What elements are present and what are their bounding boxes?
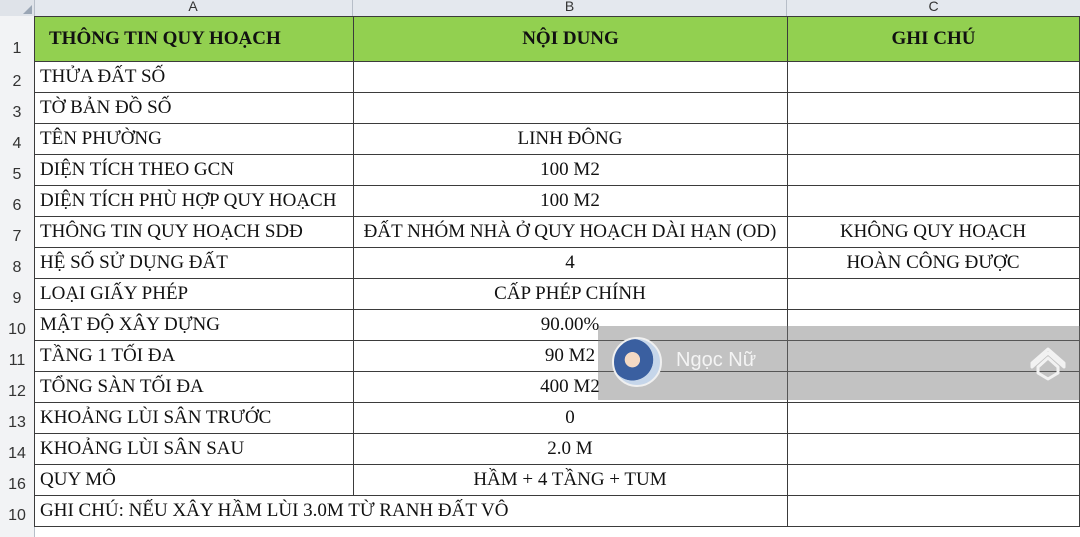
- cell-label[interactable]: TỜ BẢN ĐỒ SỐ: [34, 93, 354, 124]
- cell-value[interactable]: ĐẤT NHÓM NHÀ Ở QUY HOẠCH DÀI HẠN (OD): [353, 217, 788, 248]
- cell-label[interactable]: KHOẢNG LÙI SÂN SAU: [34, 434, 354, 465]
- watermark-name: Ngọc Nữ: [676, 349, 757, 371]
- cell-note[interactable]: [787, 155, 1080, 186]
- cell-value[interactable]: 100 M2: [353, 155, 788, 186]
- row-header-column: [0, 16, 35, 537]
- column-header-bar: [0, 0, 1080, 17]
- row-number[interactable]: 13: [8, 414, 26, 431]
- column-header-b[interactable]: B: [353, 0, 787, 16]
- row-number[interactable]: 4: [12, 135, 22, 152]
- cell-note[interactable]: [787, 403, 1080, 434]
- cell-value[interactable]: LINH ĐÔNG: [353, 124, 788, 155]
- empty-cell[interactable]: [787, 496, 1080, 527]
- row-number[interactable]: 2: [12, 73, 22, 90]
- cell-note[interactable]: [787, 62, 1080, 93]
- note-cell[interactable]: GHI CHÚ: NẾU XÂY HẦM LÙI 3.0M TỪ RANH ĐẤT VÔ: [34, 496, 788, 527]
- cell-label[interactable]: DIỆN TÍCH THEO GCN: [34, 155, 354, 186]
- cell-label[interactable]: QUY MÔ: [34, 465, 354, 496]
- row-number[interactable]: 11: [8, 352, 26, 369]
- column-header-a[interactable]: A: [34, 0, 353, 16]
- cell-value[interactable]: 90.00%: [353, 310, 788, 341]
- cell-note[interactable]: [787, 434, 1080, 465]
- cell-value[interactable]: CẤP PHÉP CHÍNH: [353, 279, 788, 310]
- cell-value[interactable]: 90 M2: [353, 341, 788, 372]
- cell-value[interactable]: [353, 62, 788, 93]
- row-number[interactable]: 5: [12, 166, 22, 183]
- watermark-banner: [598, 326, 1080, 400]
- cell-note[interactable]: [787, 279, 1080, 310]
- house-logo-icon: [1028, 343, 1068, 383]
- column-header-c[interactable]: C: [928, 0, 939, 14]
- row-number[interactable]: 12: [8, 383, 26, 400]
- cell-value[interactable]: [353, 93, 788, 124]
- cell-label[interactable]: LOẠI GIẤY PHÉP: [34, 279, 354, 310]
- row-number[interactable]: 10: [8, 321, 26, 338]
- cell-note[interactable]: HOÀN CÔNG ĐƯỢC: [787, 248, 1080, 279]
- row-number[interactable]: 6: [12, 197, 22, 214]
- cell-value[interactable]: 4: [353, 248, 788, 279]
- cell-label[interactable]: MẬT ĐỘ XÂY DỰNG: [34, 310, 354, 341]
- row-number[interactable]: 3: [12, 104, 22, 121]
- cell-label[interactable]: TÊN PHƯỜNG: [34, 124, 354, 155]
- cell-note[interactable]: [787, 124, 1080, 155]
- cell-label[interactable]: THỬA ĐẤT SỐ: [34, 62, 354, 93]
- row-number[interactable]: 14: [8, 445, 26, 462]
- watermark-avatar: [612, 337, 662, 387]
- header-cell-content[interactable]: NỘI DUNG: [353, 16, 788, 62]
- cell-value[interactable]: 2.0 M: [353, 434, 788, 465]
- row-number[interactable]: 16: [8, 476, 26, 493]
- row-number[interactable]: 9: [12, 290, 22, 307]
- select-all-icon: [23, 5, 32, 14]
- cell-value[interactable]: 100 M2: [353, 186, 788, 217]
- row-number[interactable]: 7: [12, 228, 22, 245]
- cell-label[interactable]: KHOẢNG LÙI SÂN TRƯỚC: [34, 403, 354, 434]
- header-cell-info[interactable]: THÔNG TIN QUY HOẠCH: [34, 16, 354, 62]
- cell-note[interactable]: [787, 465, 1080, 496]
- cell-label[interactable]: THÔNG TIN QUY HOẠCH SDĐ: [34, 217, 354, 248]
- cell-note[interactable]: [787, 93, 1080, 124]
- cell-value[interactable]: 400 M2: [353, 372, 788, 403]
- cell-label[interactable]: HỆ SỐ SỬ DỤNG ĐẤT: [34, 248, 354, 279]
- header-cell-note[interactable]: GHI CHÚ: [787, 16, 1080, 62]
- cell-label[interactable]: DIỆN TÍCH PHÙ HỢP QUY HOẠCH: [34, 186, 354, 217]
- cell-note[interactable]: [787, 186, 1080, 217]
- cell-value[interactable]: HẦM + 4 TẦNG + TUM: [353, 465, 788, 496]
- cell-label[interactable]: TẦNG 1 TỐI ĐA: [34, 341, 354, 372]
- row-number[interactable]: 10: [8, 507, 26, 524]
- cell-note[interactable]: KHÔNG QUY HOẠCH: [787, 217, 1080, 248]
- cell-value[interactable]: 0: [353, 403, 788, 434]
- cell-label[interactable]: TỔNG SÀN TỐI ĐA: [34, 372, 354, 403]
- row-number[interactable]: 1: [12, 40, 22, 57]
- row-number[interactable]: 8: [12, 259, 22, 276]
- select-all-corner[interactable]: [0, 0, 35, 16]
